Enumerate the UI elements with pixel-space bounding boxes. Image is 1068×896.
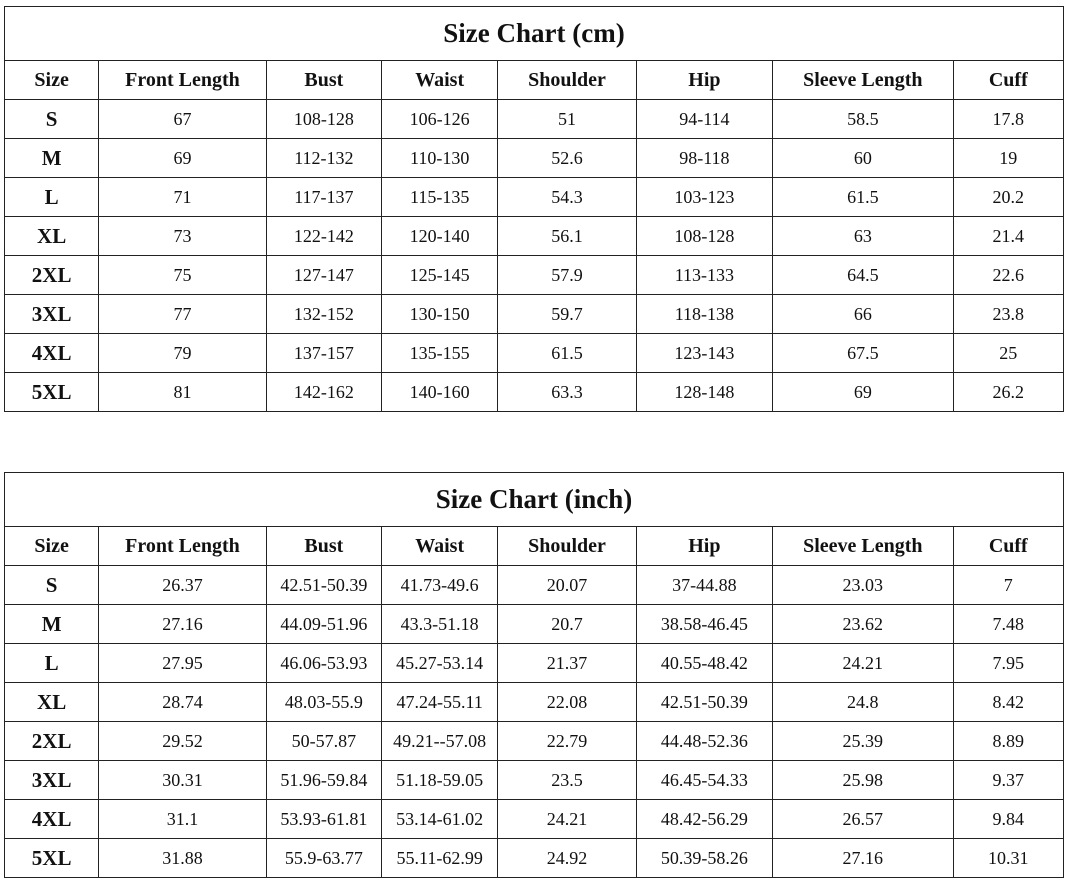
measurement-cell: 23.03 — [773, 566, 953, 605]
measurement-cell: 125-145 — [382, 256, 498, 295]
measurement-cell: 61.5 — [773, 178, 954, 217]
measurement-cell: 20.07 — [498, 566, 636, 605]
measurement-cell: 66 — [773, 295, 954, 334]
measurement-cell: 25 — [953, 334, 1063, 373]
measurement-cell: 23.5 — [498, 761, 636, 800]
size-cell: 2XL — [5, 722, 99, 761]
measurement-cell: 10.31 — [953, 839, 1063, 878]
measurement-cell: 108-128 — [636, 217, 772, 256]
size-cell: S — [5, 566, 99, 605]
measurement-cell: 56.1 — [498, 217, 636, 256]
measurement-cell: 21.37 — [498, 644, 636, 683]
measurement-cell: 123-143 — [636, 334, 772, 373]
size-cell: 4XL — [5, 800, 99, 839]
measurement-cell: 113-133 — [636, 256, 772, 295]
table-row — [5, 100, 1064, 139]
size-cell: 3XL — [5, 761, 99, 800]
measurement-cell: 38.58-46.45 — [636, 605, 772, 644]
measurement-cell: 50-57.87 — [266, 722, 381, 761]
measurement-cell: 19 — [953, 139, 1063, 178]
measurement-cell: 23.8 — [953, 295, 1063, 334]
size-cell: M — [5, 139, 99, 178]
measurement-cell: 128-148 — [636, 373, 772, 412]
measurement-cell: 27.16 — [99, 605, 266, 644]
table-row — [5, 373, 1064, 412]
measurement-cell: 30.31 — [99, 761, 266, 800]
measurement-cell: 122-142 — [266, 217, 381, 256]
measurement-cell: 112-132 — [266, 139, 381, 178]
measurement-cell: 64.5 — [773, 256, 954, 295]
measurement-cell: 8.89 — [953, 722, 1063, 761]
chart-title-row — [5, 473, 1064, 527]
measurement-cell: 41.73-49.6 — [382, 566, 498, 605]
measurement-cell: 108-128 — [266, 100, 381, 139]
table-row — [5, 178, 1064, 217]
measurement-cell: 28.74 — [99, 683, 266, 722]
size-cell: S — [5, 100, 99, 139]
column-header: Size — [5, 61, 99, 100]
measurement-cell: 57.9 — [498, 256, 636, 295]
measurement-cell: 26.2 — [953, 373, 1063, 412]
column-header: Waist — [382, 527, 498, 566]
table-row — [5, 800, 1064, 839]
measurement-cell: 73 — [99, 217, 266, 256]
size-cell: 2XL — [5, 256, 99, 295]
measurement-cell: 46.06-53.93 — [266, 644, 381, 683]
column-header: Sleeve Length — [773, 61, 954, 100]
measurement-cell: 103-123 — [636, 178, 772, 217]
measurement-cell: 60 — [773, 139, 954, 178]
measurement-cell: 24.21 — [498, 800, 636, 839]
measurement-cell: 48.42-56.29 — [636, 800, 772, 839]
measurement-cell: 135-155 — [382, 334, 498, 373]
measurement-cell: 54.3 — [498, 178, 636, 217]
measurement-cell: 55.11-62.99 — [382, 839, 498, 878]
measurement-cell: 31.88 — [99, 839, 266, 878]
measurement-cell: 42.51-50.39 — [266, 566, 381, 605]
column-header-row — [5, 527, 1064, 566]
table-row — [5, 722, 1064, 761]
size-cell: M — [5, 605, 99, 644]
chart-title: Size Chart (inch) — [5, 473, 1064, 527]
table-row — [5, 683, 1064, 722]
measurement-cell: 9.84 — [953, 800, 1063, 839]
measurement-cell: 27.16 — [773, 839, 953, 878]
measurement-cell: 69 — [99, 139, 266, 178]
measurement-cell: 43.3-51.18 — [382, 605, 498, 644]
size-cell: L — [5, 644, 99, 683]
table-row — [5, 217, 1064, 256]
measurement-cell: 61.5 — [498, 334, 636, 373]
size-cell: XL — [5, 217, 99, 256]
measurement-cell: 48.03-55.9 — [266, 683, 381, 722]
measurement-cell: 8.42 — [953, 683, 1063, 722]
table-row — [5, 605, 1064, 644]
measurement-cell: 79 — [99, 334, 266, 373]
measurement-cell: 24.8 — [773, 683, 953, 722]
measurement-cell: 94-114 — [636, 100, 772, 139]
size-cell: 5XL — [5, 373, 99, 412]
chart-body — [5, 100, 1064, 412]
measurement-cell: 20.7 — [498, 605, 636, 644]
measurement-cell: 51.96-59.84 — [266, 761, 381, 800]
column-header: Shoulder — [498, 61, 636, 100]
column-header: Bust — [266, 527, 381, 566]
size-cell: 4XL — [5, 334, 99, 373]
size-chart-inch — [4, 472, 1064, 878]
table-row — [5, 644, 1064, 683]
column-header: Cuff — [953, 527, 1063, 566]
chart-body — [5, 566, 1064, 878]
measurement-cell: 130-150 — [382, 295, 498, 334]
measurement-cell: 132-152 — [266, 295, 381, 334]
table-row — [5, 334, 1064, 373]
table-row — [5, 839, 1064, 878]
measurement-cell: 47.24-55.11 — [382, 683, 498, 722]
chart-title: Size Chart (cm) — [5, 7, 1064, 61]
measurement-cell: 63.3 — [498, 373, 636, 412]
measurement-cell: 7.95 — [953, 644, 1063, 683]
measurement-cell: 25.39 — [773, 722, 953, 761]
size-cell: 5XL — [5, 839, 99, 878]
measurement-cell: 58.5 — [773, 100, 954, 139]
chart-title-row — [5, 7, 1064, 61]
measurement-cell: 44.48-52.36 — [636, 722, 772, 761]
column-header: Shoulder — [498, 527, 636, 566]
size-cell: 3XL — [5, 295, 99, 334]
measurement-cell: 26.57 — [773, 800, 953, 839]
measurement-cell: 77 — [99, 295, 266, 334]
measurement-cell: 137-157 — [266, 334, 381, 373]
measurement-cell: 22.79 — [498, 722, 636, 761]
table-row — [5, 256, 1064, 295]
column-header: Front Length — [99, 527, 266, 566]
measurement-cell: 59.7 — [498, 295, 636, 334]
measurement-cell: 40.55-48.42 — [636, 644, 772, 683]
measurement-cell: 44.09-51.96 — [266, 605, 381, 644]
measurement-cell: 26.37 — [99, 566, 266, 605]
table-row — [5, 761, 1064, 800]
measurement-cell: 21.4 — [953, 217, 1063, 256]
measurement-cell: 22.6 — [953, 256, 1063, 295]
measurement-cell: 49.21--57.08 — [382, 722, 498, 761]
measurement-cell: 55.9-63.77 — [266, 839, 381, 878]
measurement-cell: 142-162 — [266, 373, 381, 412]
column-header: Size — [5, 527, 99, 566]
table-row — [5, 566, 1064, 605]
column-header: Cuff — [953, 61, 1063, 100]
measurement-cell: 50.39-58.26 — [636, 839, 772, 878]
measurement-cell: 67.5 — [773, 334, 954, 373]
column-header: Sleeve Length — [773, 527, 953, 566]
measurement-cell: 71 — [99, 178, 266, 217]
measurement-cell: 110-130 — [382, 139, 498, 178]
size-cell: L — [5, 178, 99, 217]
column-header: Bust — [266, 61, 381, 100]
column-header: Hip — [636, 527, 772, 566]
measurement-cell: 51.18-59.05 — [382, 761, 498, 800]
measurement-cell: 81 — [99, 373, 266, 412]
measurement-cell: 120-140 — [382, 217, 498, 256]
measurement-cell: 37-44.88 — [636, 566, 772, 605]
measurement-cell: 53.14-61.02 — [382, 800, 498, 839]
column-header: Front Length — [99, 61, 266, 100]
measurement-cell: 17.8 — [953, 100, 1063, 139]
measurement-cell: 69 — [773, 373, 954, 412]
measurement-cell: 127-147 — [266, 256, 381, 295]
measurement-cell: 23.62 — [773, 605, 953, 644]
measurement-cell: 63 — [773, 217, 954, 256]
measurement-cell: 115-135 — [382, 178, 498, 217]
measurement-cell: 24.21 — [773, 644, 953, 683]
measurement-cell: 117-137 — [266, 178, 381, 217]
measurement-cell: 67 — [99, 100, 266, 139]
measurement-cell: 118-138 — [636, 295, 772, 334]
measurement-cell: 106-126 — [382, 100, 498, 139]
measurement-cell: 53.93-61.81 — [266, 800, 381, 839]
measurement-cell: 75 — [99, 256, 266, 295]
table-row — [5, 139, 1064, 178]
column-header-row — [5, 61, 1064, 100]
measurement-cell: 31.1 — [99, 800, 266, 839]
measurement-cell: 51 — [498, 100, 636, 139]
measurement-cell: 7 — [953, 566, 1063, 605]
measurement-cell: 98-118 — [636, 139, 772, 178]
measurement-cell: 22.08 — [498, 683, 636, 722]
measurement-cell: 24.92 — [498, 839, 636, 878]
column-header: Hip — [636, 61, 772, 100]
measurement-cell: 45.27-53.14 — [382, 644, 498, 683]
measurement-cell: 140-160 — [382, 373, 498, 412]
measurement-cell: 46.45-54.33 — [636, 761, 772, 800]
measurement-cell: 20.2 — [953, 178, 1063, 217]
measurement-cell: 25.98 — [773, 761, 953, 800]
column-header: Waist — [382, 61, 498, 100]
measurement-cell: 9.37 — [953, 761, 1063, 800]
measurement-cell: 27.95 — [99, 644, 266, 683]
measurement-cell: 42.51-50.39 — [636, 683, 772, 722]
measurement-cell: 29.52 — [99, 722, 266, 761]
size-cell: XL — [5, 683, 99, 722]
measurement-cell: 52.6 — [498, 139, 636, 178]
table-row — [5, 295, 1064, 334]
measurement-cell: 7.48 — [953, 605, 1063, 644]
size-chart-cm — [4, 6, 1064, 412]
